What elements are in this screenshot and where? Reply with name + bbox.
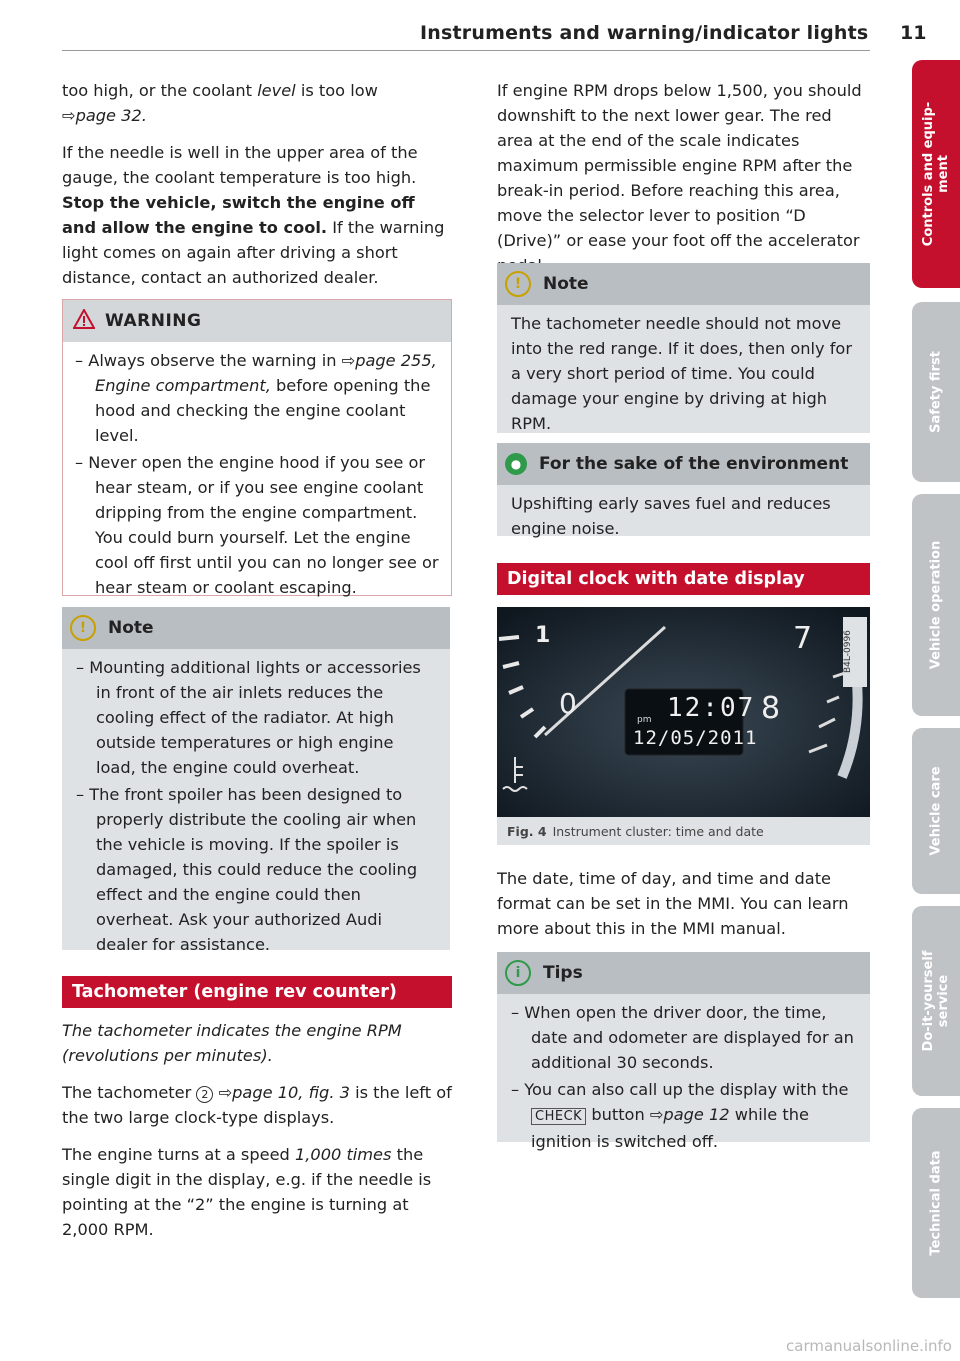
scale-label-0: 0 bbox=[559, 687, 577, 720]
display-time: 12:07 bbox=[667, 693, 756, 723]
page-ref-link[interactable]: ⇨page 12 bbox=[649, 1105, 730, 1124]
page-ref-link[interactable]: ⇨page 10, fig. 3 bbox=[213, 1083, 350, 1102]
scale-label-1: 1 bbox=[535, 623, 551, 648]
right-column-intro: If engine RPM drops below 1,500, you should downshift to the next lower gear. The red area at the end of the scale indicates maximum permissible engine RPM after the break-in period. Before reaching this area, move the selector lever to position “D (Drive)” or ease your foot off the accelerator bbox=[497, 81, 862, 250]
running-header-title: Instruments and warning/indicator lights bbox=[420, 22, 869, 44]
tips-header: i Tips bbox=[497, 952, 870, 994]
environment-box: ● For the sake of the environment Upshifting early saves fuel and reduces engine noise. bbox=[497, 443, 870, 536]
clock-paragraph: The date, time of day, and time and date format can be set in the MMI. You can learn more about this in the MMI manual. bbox=[497, 869, 849, 938]
note-header: ! Note bbox=[497, 263, 870, 305]
scale-label-8: 8 bbox=[761, 691, 781, 726]
note-bullet: – Mounting additional lights or accessories in front of the air inlets reduces the cooling effect of the radiator. At high outside temperatures or high engine load, the engine could overheat. bbox=[76, 658, 421, 777]
scale-label-7: 7 bbox=[793, 621, 813, 656]
check-key-label: CHECK bbox=[531, 1108, 586, 1125]
sidebar-tab-technical-data[interactable]: Technical data bbox=[912, 1108, 960, 1298]
note-box-right: ! Note The tachometer needle should not move into the red range. If it does, then only for a very short period of time. You could damage your engine by driving at high RPM. bbox=[497, 263, 870, 433]
figure-code: B4L-0996 bbox=[843, 617, 867, 687]
page-ref-link[interactable]: ⇨page 255, Engine compartment, bbox=[95, 351, 437, 395]
display-date: 12/05/2011 bbox=[633, 727, 758, 749]
tips-bullet: – You can also call up the display with the CHECK button ⇨page 12 while the ignition is switched off. bbox=[511, 1080, 849, 1151]
note-bullet: – The front spoiler has been designed to properly distribute the cooling air when the vehicle is moving. If the spoiler is damaged, this could reduce the cooling effect and the engine could then overheat. Ask your authorized Audi dealer for assistance. bbox=[76, 785, 418, 954]
warning-box bbox=[62, 299, 452, 596]
info-circle-icon: i bbox=[505, 960, 531, 986]
tachometer-text: The tachometer indicates the engine RPM (revolutions per minutes). The tachometer 2 ⇨page 10, fig. 3 is the left of the two large clock-type displays. The engine turns at a speed 1,000 times the single digit in the display, e.g. if the needle is pointing at the “2” the engine is turning at 2,000 RPM. bbox=[62, 1021, 452, 1239]
note-box bbox=[62, 607, 450, 954]
section-title-tachometer: Tachometer (engine rev counter) bbox=[62, 976, 452, 1008]
tips-box bbox=[497, 952, 870, 1151]
exclamation-circle-icon: ! bbox=[70, 615, 96, 641]
watermark: carmanualsonline.info bbox=[786, 1337, 952, 1355]
left-column bbox=[62, 78, 452, 302]
sidebar-tab-vehicle-operation[interactable]: Vehicle operation bbox=[912, 494, 960, 716]
page-number: 11 bbox=[900, 22, 927, 44]
figure-caption: Fig. 4 Instrument cluster: time and date bbox=[497, 817, 870, 845]
warning-triangle-icon bbox=[73, 309, 95, 334]
warning-bullet: – Never open the engine hood if you see or hear steam, or if you see engine coolant dripping from the engine compartment. You could burn yourself. Let the engine cool off first until you can no longer see or hear steam or coolant escaping. bbox=[75, 453, 439, 597]
page-ref-link[interactable]: ⇨page 32. bbox=[62, 106, 147, 125]
section-title-clock: Digital clock with date display bbox=[497, 563, 870, 595]
note-header: ! Note bbox=[62, 607, 450, 649]
globe-icon: ● bbox=[505, 453, 527, 475]
tips-bullet: – When open the driver door, the time, date and odometer are displayed for an additional 30 seconds. bbox=[511, 1003, 854, 1072]
environment-header: ● For the sake of the environment bbox=[497, 443, 870, 485]
sidebar-tab-diy-service[interactable]: Do-it-yourself service bbox=[912, 906, 960, 1096]
sidebar-tab-safety[interactable]: Safety first bbox=[912, 302, 960, 482]
warning-bullet: – Always observe the warning in ⇨page 255, Engine compartment, before opening the hood and checking the engine coolant level. bbox=[75, 351, 437, 445]
intro-paragraph: too high, or the coolant level is too low ⇨page 32. bbox=[62, 81, 378, 125]
instrument-cluster-figure bbox=[497, 607, 870, 817]
header-rule bbox=[62, 50, 870, 51]
display-pm: pm bbox=[637, 715, 652, 725]
sidebar-tab-controls[interactable]: Controls and equip- ment bbox=[912, 60, 960, 288]
warning-header: WARNING bbox=[63, 300, 451, 342]
exclamation-circle-icon: ! bbox=[505, 271, 531, 297]
callout-number-icon: 2 bbox=[196, 1086, 213, 1103]
sidebar-tab-vehicle-care[interactable]: Vehicle care bbox=[912, 728, 960, 894]
figure-label: Fig. 4 bbox=[507, 823, 547, 839]
coolant-paragraph: If the needle is well in the upper area of the gauge, the coolant temperature is too high. Stop the vehicle, switch the engine off and allow the engine to cool. If the warning light comes on again after driving a short distance, contact an authorized dealer. bbox=[62, 143, 445, 287]
